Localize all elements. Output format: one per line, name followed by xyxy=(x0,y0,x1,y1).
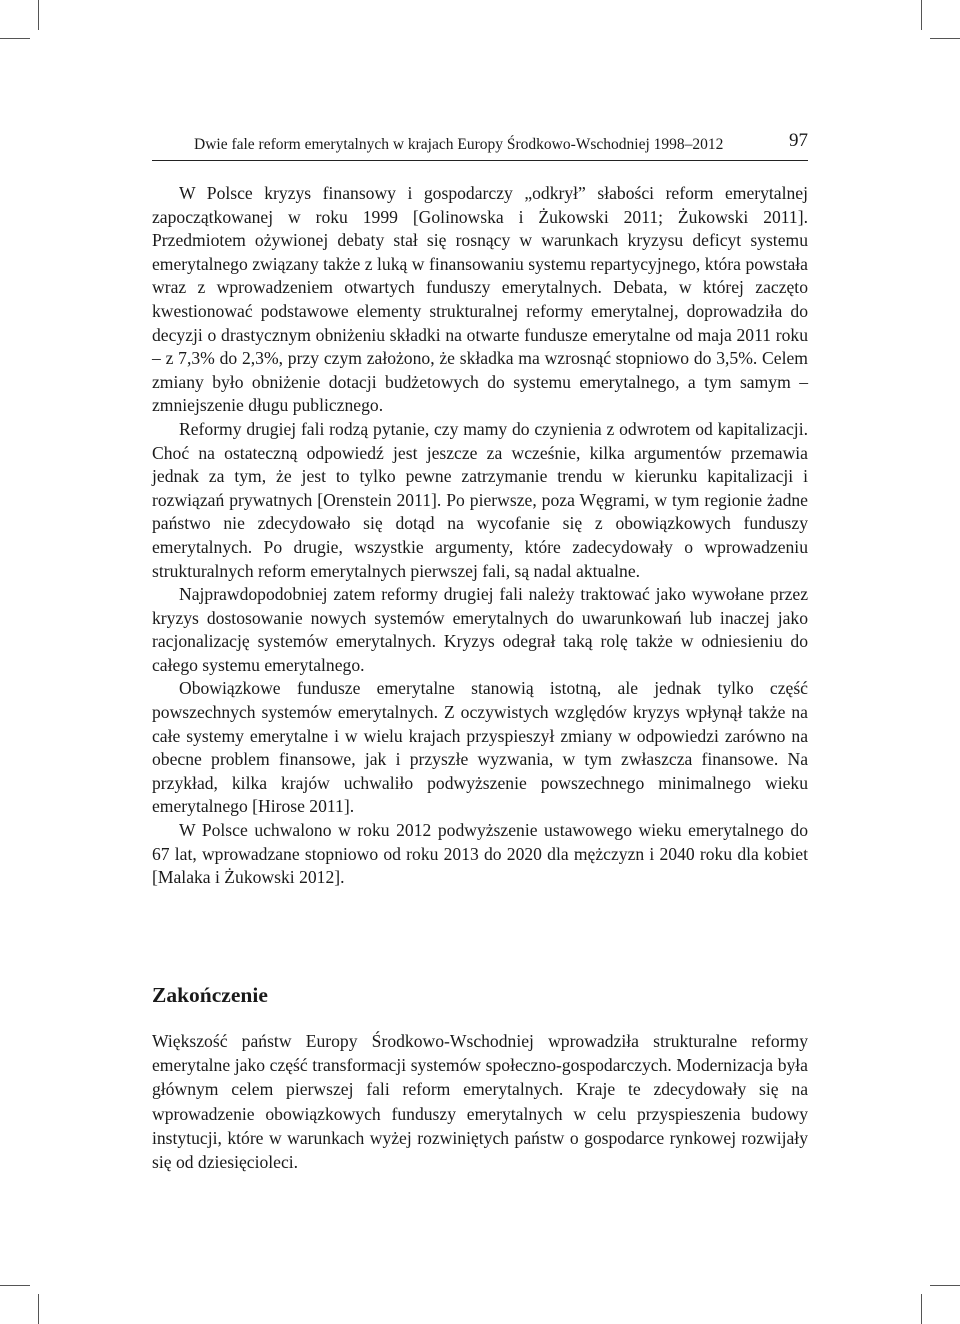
section-text xyxy=(152,1029,808,1174)
section-heading: Zakończenie xyxy=(152,983,268,1007)
header-rule xyxy=(152,160,808,161)
crop-mark xyxy=(38,1294,39,1324)
paragraph: W Polsce uchwalono w roku 2012 podwyższenie ustawowego wieku emerytalnego do 67 lat, wprowadzane stopniowo od roku 2013 do 2020 dla mężczyzn i 2040 roku dla kobiet [Malaka i Żukowski 2012]. xyxy=(152,820,808,888)
body-text xyxy=(152,182,808,890)
crop-mark xyxy=(930,38,960,39)
crop-mark xyxy=(930,1285,960,1286)
crop-mark xyxy=(921,1294,922,1324)
crop-mark xyxy=(0,1285,30,1286)
paragraph: Obowiązkowe fundusze emerytalne stanowią istotną, ale jednak tylko część powszechnych systemów emerytalnych. Z oczywistych względów kryzys wpłynął także na całe systemy emerytalne i w wielu krajach przyspieszył zmiany w odpowiedzi zarówno na obecne problem finansowe, jak i przyszłe wyzwania, w tym zwłaszcza finansowe. Na przykład, kilka krajów uchwaliło podwyższenie powszechnego minimalnego wieku emerytalnego [Hirose 2011]. xyxy=(152,678,808,817)
crop-mark xyxy=(0,38,30,39)
paragraph: Reformy drugiej fali rodzą pytanie, czy mamy do czynienia z odwrotem od kapitalizacji. Choć na ostateczną odpowiedź jest jeszcze za wcześnie, kilka argumentów przemawia jednak za tym, że jest to tylko pewne zatrzymanie trendu w kierunku kapitalizacji i rozwiązań prywatnych [Orenstein 2011]. Po pierwsze, poza Węgrami, w tym regionie żadne państwo nie zdecydowało się dotąd na wycofanie się z obowiązkowych funduszy emerytalnych. Po drugie, wszystkie argumenty, które zadecydowały o wprowadzeniu strukturalnych reform emerytalnych pierwszej fali, są nadal aktualne. xyxy=(152,418,808,581)
paragraph: W Polsce kryzys finansowy i gospodarczy „odkrył” słabości reform emerytalnej zapoczątkowanej w roku 1999 [Golinowska i Żukowski 2011; Żukowski 2011]. Przedmiotem ożywionej debaty stał się rosnący w warunkach kryzysu deficyt systemu emerytalnego związany także z luką w finansowaniu systemu repartycyjnego, która powstała wraz z wprowadzeniem otwartych funduszy emerytalnych. Debata, w której zaczęto kwestionować podstawowe elementy strukturalnej reformy emerytalnej, doprowadziła do decyzji o drastycznym obniżeniu składki na otwarte fundusze emerytalne od maja 2011 roku – z 7,3% do 2,3%, przy czym założono, że składka ma wzrosnąć stopniowo do 3,5%. Celem zmiany było obniżenie dotacji budżetowych do systemu emerytalnego, a tym samym – zmniejszenie długu publicznego. xyxy=(152,183,808,416)
page-number: 97 xyxy=(789,130,808,151)
crop-mark xyxy=(38,0,39,30)
running-head xyxy=(152,130,808,156)
crop-mark xyxy=(921,0,922,30)
paragraph: Najprawdopodobniej zatem reformy drugiej fali należy traktować jako wywołane przez kryzys dostosowanie nowych systemów emerytalnych do uwarunkowań lub inaczej jako racjonalizację systemów emerytalnych. Kryzys odegrał taką rolę także w odniesieniu do całego systemu emerytalnego. xyxy=(152,584,808,675)
paragraph: Większość państw Europy Środkowo-Wschodniej wprowadziła strukturalne reformy emerytalne jako część transformacji systemów społeczno-gospodarczych. Modernizacja była głównym celem pierwszej fali reform emerytalnych. Kraje te zdecydowały się na wprowadzenie obowiązkowych funduszy emerytalnych w celu przyspieszenia budowy instytucji, które w warunkach wyżej rozwiniętych państw o gospodarce rynkowej rozwijały się od dziesięcioleci. xyxy=(152,1031,808,1173)
running-title: Dwie fale reform emerytalnych w krajach Europy Środkowo-Wschodniej 1998–2012 xyxy=(194,136,724,153)
